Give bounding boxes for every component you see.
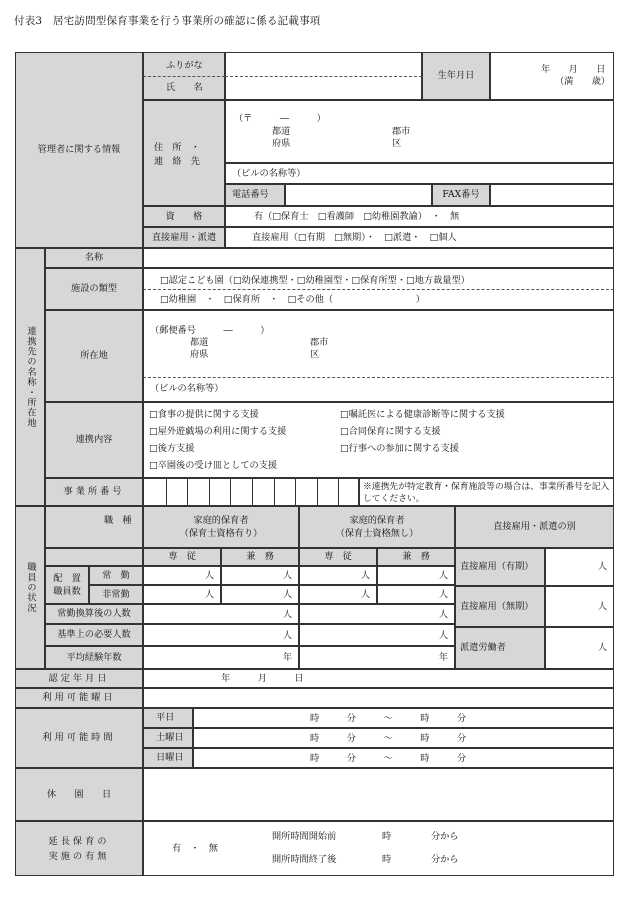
name-label: 氏 名 bbox=[166, 82, 203, 93]
facility-type-field[interactable]: □認定こども園（□幼保連携型・□幼稚園型・□保育所型・□地方裁量型） □幼稚園 ・ □保育所 ・ □その他（ ） bbox=[143, 268, 614, 310]
saturday-time-field[interactable]: 時 分 ～ 時 分 bbox=[193, 728, 614, 748]
cooperation-content-field[interactable] bbox=[143, 402, 614, 478]
content-item[interactable]: □合同保育に関する支援 bbox=[340, 426, 441, 437]
extended-care-field[interactable]: 有 ・ 無 開所時間開始前 時 分から 開所時間終了後 時 分から bbox=[143, 821, 614, 876]
office-number-digit-divider bbox=[274, 479, 275, 506]
direct-fixed-label: 直接雇用（有期） bbox=[455, 548, 545, 586]
office-number-note: ※連携先が特定教育・保育施設等の場合は、事業所番号を記入してください。 bbox=[359, 478, 614, 506]
fax-label: FAX番号 bbox=[432, 184, 490, 206]
count-cell[interactable]: 人 bbox=[221, 566, 299, 585]
holidays-field[interactable] bbox=[143, 768, 614, 821]
count-cell[interactable]: 人 bbox=[299, 585, 377, 604]
fte-col1[interactable]: 人 bbox=[143, 604, 299, 624]
required-col1[interactable]: 人 bbox=[143, 624, 299, 646]
yes-no-choice[interactable]: 有 ・ 無 bbox=[172, 843, 218, 854]
content-item[interactable]: □嘱託医による健康診断等に関する支援 bbox=[340, 409, 505, 420]
required-col2[interactable]: 人 bbox=[299, 624, 455, 646]
available-days-label: 利用可能曜日 bbox=[15, 688, 143, 708]
employment-field[interactable]: 直接雇用（□有期 □無期）・ □派遣・ □個人 bbox=[225, 227, 614, 248]
birth-date-field[interactable]: 年 月 日 （満 歳） bbox=[490, 52, 614, 100]
partner-section-label: 連携先の名称・所在地 bbox=[15, 248, 45, 506]
birth-date-label: 生年月日 bbox=[422, 52, 490, 100]
col2-fulltime-header: 専 従 bbox=[299, 548, 377, 566]
weekday-time-field[interactable]: 時 分 ～ 時 分 bbox=[193, 708, 614, 728]
col2-parttime-header: 兼 務 bbox=[377, 548, 455, 566]
col1-parttime-header: 兼 務 bbox=[221, 548, 299, 566]
direct-indefinite-label: 直接雇用（無期） bbox=[455, 586, 545, 627]
location-field[interactable]: （郵便番号 ― ） 都道 府県 郡市 区 （ビルの名称等） bbox=[143, 310, 614, 402]
subheader-blank bbox=[45, 548, 143, 566]
cooperation-content-label: 連携内容 bbox=[45, 402, 143, 478]
furigana-label: ふりがな bbox=[166, 60, 203, 71]
office-number-digit-divider bbox=[317, 479, 318, 506]
office-number-digit-divider bbox=[230, 479, 231, 506]
office-number-label: 事業所番号 bbox=[45, 478, 143, 506]
col2-header: 家庭的保育者 （保育士資格無し） bbox=[299, 506, 455, 548]
available-days-field[interactable] bbox=[143, 688, 614, 708]
office-number-digit-divider bbox=[209, 479, 210, 506]
regular-label: 常 勤 bbox=[89, 566, 143, 585]
manager-section-label: 管理者に関する情報 bbox=[15, 52, 143, 248]
extended-care-label: 延長保育の 実施の有無 bbox=[15, 821, 143, 876]
partner-name-field[interactable] bbox=[143, 248, 614, 268]
employment-label: 直接雇用・派遣 bbox=[143, 227, 225, 248]
content-item[interactable]: □行事への参加に関する支援 bbox=[340, 443, 459, 454]
count-cell[interactable]: 人 bbox=[377, 566, 455, 585]
direct-indefinite-field[interactable]: 人 bbox=[545, 586, 614, 627]
partner-name-label: 名称 bbox=[45, 248, 143, 268]
location-label: 所在地 bbox=[45, 310, 143, 402]
facility-type-label: 施設の類型 bbox=[45, 268, 143, 310]
sunday-time-field[interactable]: 時 分 ～ 時 分 bbox=[193, 748, 614, 768]
qualification-field[interactable]: 有（□保育士 □看護師 □幼稚園教諭） ・ 無 bbox=[225, 206, 614, 227]
experience-col2[interactable]: 年 bbox=[299, 646, 455, 669]
phone-field[interactable] bbox=[285, 184, 432, 206]
count-cell[interactable]: 人 bbox=[221, 585, 299, 604]
job-type-header: 職 種 bbox=[45, 506, 143, 548]
count-cell[interactable]: 人 bbox=[143, 585, 221, 604]
address-label: 住 所 ・ 連 絡 先 bbox=[143, 100, 225, 206]
phone-label: 電話番号 bbox=[225, 184, 285, 206]
assigned-staff-label: 配 置 職員数 bbox=[45, 566, 89, 604]
certification-date-field[interactable]: 年 月 日 bbox=[143, 669, 614, 688]
document-title: 付表3 居宅訪問型保育事業を行う事業所の確認に係る記載事項 bbox=[14, 15, 321, 27]
experience-label: 平均経験年数 bbox=[45, 646, 143, 669]
experience-col1[interactable]: 年 bbox=[143, 646, 299, 669]
building-field[interactable]: （ビルの名称等） bbox=[225, 163, 614, 184]
qualification-label: 資 格 bbox=[143, 206, 225, 227]
col1-fulltime-header: 専 従 bbox=[143, 548, 221, 566]
required-label: 基準上の必要人数 bbox=[45, 624, 143, 646]
count-cell[interactable]: 人 bbox=[143, 566, 221, 585]
address-field[interactable]: （〒 ― ） 都道 府県 郡市 区 bbox=[225, 100, 614, 163]
available-hours-label: 利用可能時間 bbox=[15, 708, 143, 768]
office-number-digit-divider bbox=[187, 479, 188, 506]
nonregular-label: 非常勤 bbox=[89, 585, 143, 604]
office-number-digit-divider bbox=[166, 479, 167, 506]
dispatch-label: 派遣労働者 bbox=[455, 627, 545, 669]
content-item[interactable]: □屋外遊戯場の利用に関する支援 bbox=[149, 426, 287, 437]
holidays-label: 休 園 日 bbox=[15, 768, 143, 821]
content-item[interactable]: □後方支援 bbox=[149, 443, 195, 454]
weekday-label: 平日 bbox=[143, 708, 193, 728]
count-cell[interactable]: 人 bbox=[299, 566, 377, 585]
sunday-label: 日曜日 bbox=[143, 748, 193, 768]
col3-header: 直接雇用・派遣の別 bbox=[455, 506, 614, 548]
certification-date-label: 認定年月日 bbox=[15, 669, 143, 688]
fte-label: 常勤換算後の人数 bbox=[45, 604, 143, 624]
fte-col2[interactable]: 人 bbox=[299, 604, 455, 624]
count-cell[interactable]: 人 bbox=[377, 585, 455, 604]
saturday-label: 土曜日 bbox=[143, 728, 193, 748]
content-item[interactable]: □食事の提供に関する支援 bbox=[149, 409, 259, 420]
content-item[interactable]: □卒園後の受け皿としての支援 bbox=[149, 460, 278, 471]
office-number-digit-divider bbox=[295, 479, 296, 506]
office-number-digit-divider bbox=[252, 479, 253, 506]
office-number-digit-divider bbox=[338, 479, 339, 506]
office-number-field[interactable] bbox=[143, 478, 359, 506]
staff-section-label: 職員の状況 bbox=[15, 506, 45, 669]
dispatch-field[interactable]: 人 bbox=[545, 627, 614, 669]
fax-field[interactable] bbox=[490, 184, 614, 206]
direct-fixed-field[interactable]: 人 bbox=[545, 548, 614, 586]
col1-header: 家庭的保育者 （保育士資格有り） bbox=[143, 506, 299, 548]
